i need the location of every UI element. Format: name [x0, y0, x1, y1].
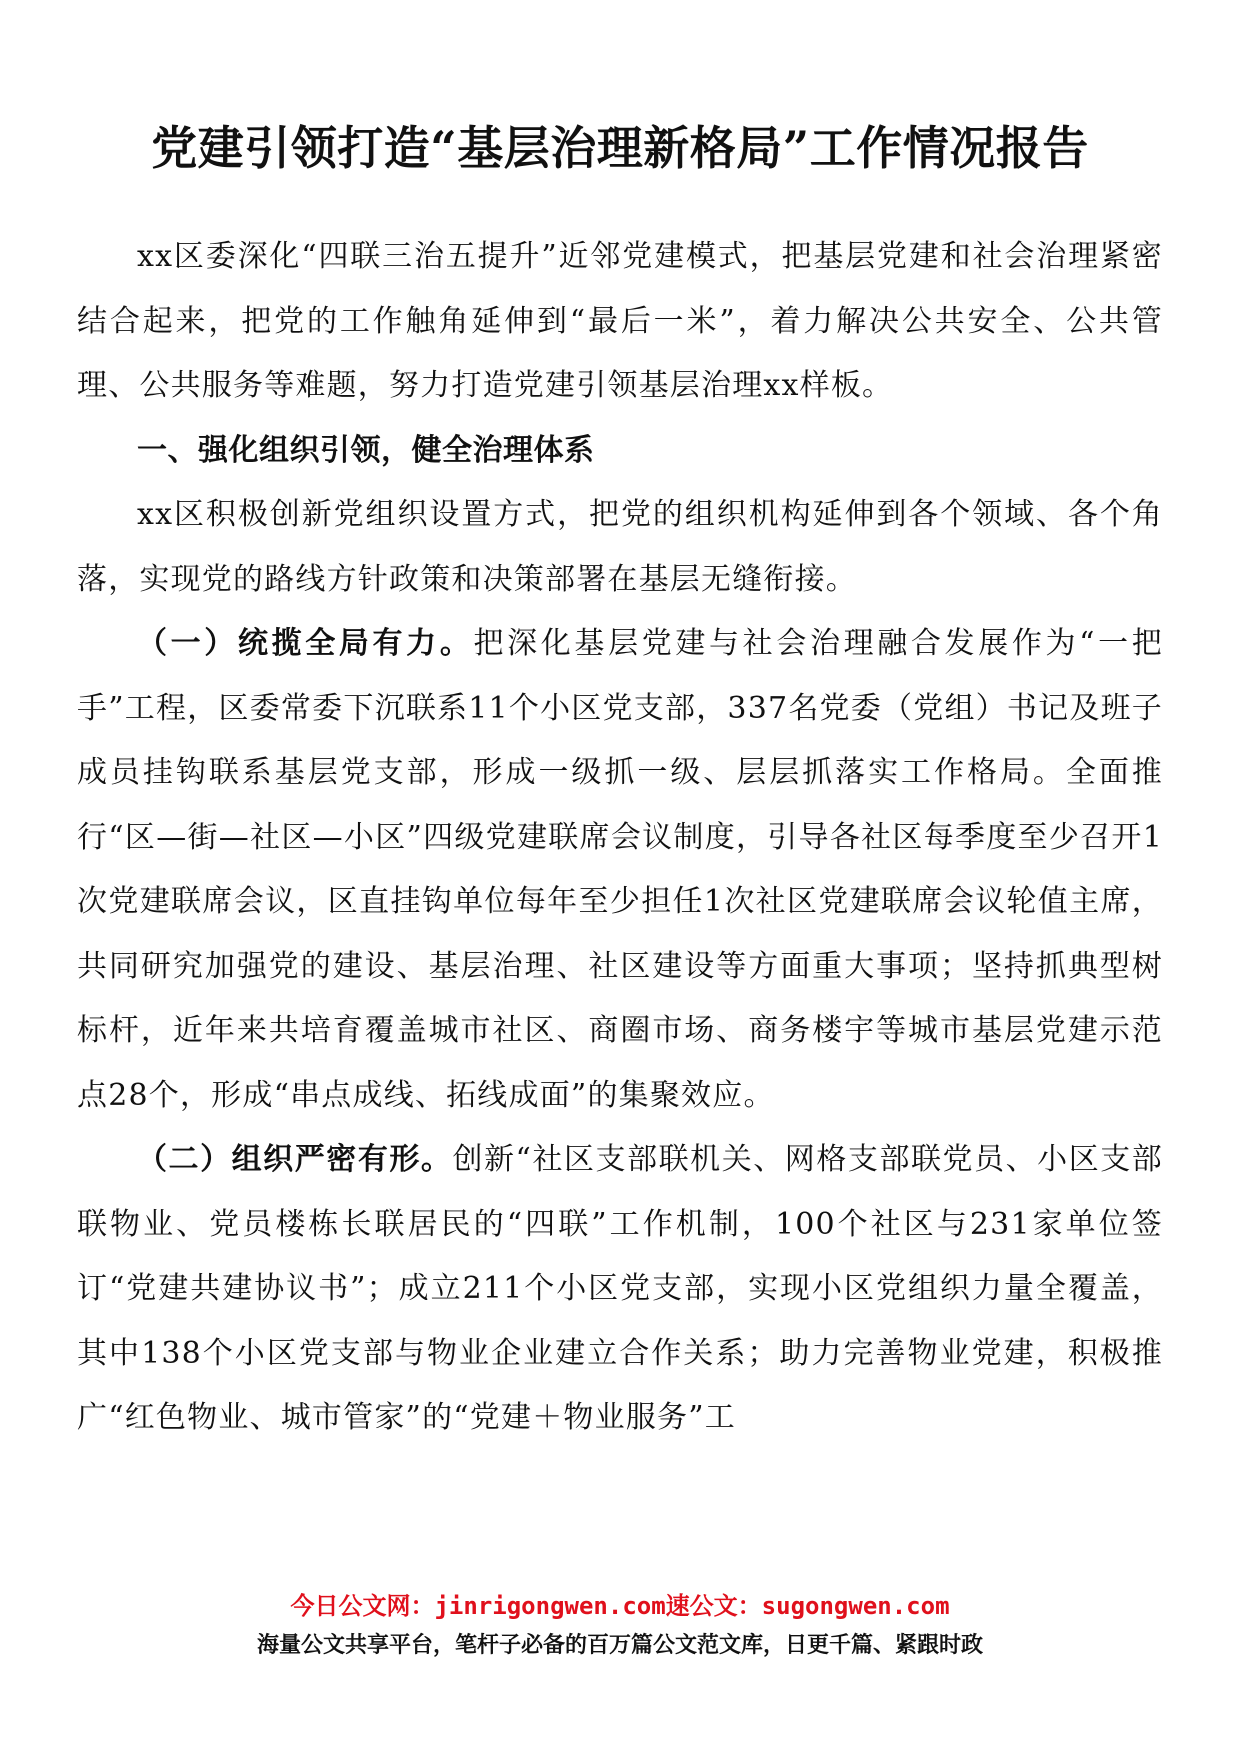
item2-paragraph [77, 1128, 1163, 1451]
site1-link[interactable]: jinrigongwen.com [434, 1592, 666, 1620]
item2-text: 创新“社区支部联机关、网格支部联党员、小区支部联物业、党员楼栋长联居民的“四联”工作机制，100个社区与231家单位签订“党建共建协议书”；成立211个小区党支部，实现小区党组织力量全覆盖，其中138个小区党支部与物业企业建立合作关系；助力完善物业党建，积极推广“红色物业、城市管家”的“党建＋物业服务”工 [77, 1142, 1164, 1435]
item1-lead: （一）统揽全局有力。 [137, 626, 474, 661]
site2-link[interactable]: sugongwen.com [761, 1592, 950, 1620]
section-intro-paragraph: xx区积极创新党组织设置方式，把党的组织机构延伸到各个领域、各个角落，实现党的路线方针政策和决策部署在基层无缝衔接。 [77, 497, 1163, 597]
section-heading: 一、强化组织引领，健全治理体系 [137, 432, 595, 468]
footer-sites [0, 1588, 1240, 1624]
site2-name: 速公文： [665, 1592, 762, 1620]
item1-paragraph [77, 612, 1163, 1128]
footer-slogan: 海量公文共享平台，笔杆子必备的百万篇公文范文库，日更千篇、紧跟时政 [256, 1633, 983, 1658]
intro-paragraph: xx区委深化“四联三治五提升”近邻党建模式，把基层党建和社会治理紧密结合起来，把党的工作触角延伸到“最后一米”，着力解决公共安全、公共管理、公共服务等难题，努力打造党建引领基层治理xx样板。 [77, 239, 1163, 403]
item2-lead: （二）组织严密有形。 [137, 1142, 453, 1177]
item1-text: 把深化基层党建与社会治理融合发展作为“一把手”工程，区委常委下沉联系11个小区党支部，337名党委（党组）书记及班子成员挂钩联系基层党支部，形成一级抓一级、层层抓落实工作格局。全面推行“区—街—社区—小区”四级党建联席会议制度，引导各社区每季度至少召开1次党建联席会议，区直挂钩单位每年至少担任1次社区党建联席会议轮值主席，共同研究加强党的建设、基层治理、社区建设等方面重大事项；坚持抓典型树标杆，近年来共培育覆盖城市社区、商圈市场、商务楼宇等城市基层党建示范点28个，形成“串点成线、拓线成面”的集聚效应。 [77, 626, 1163, 1113]
document-body [77, 225, 1163, 1451]
site1-name: 今日公文网： [290, 1592, 435, 1620]
footer-banner [0, 1588, 1240, 1664]
document-title: 党建引领打造“基层治理新格局”工作情况报告 [151, 121, 1089, 175]
